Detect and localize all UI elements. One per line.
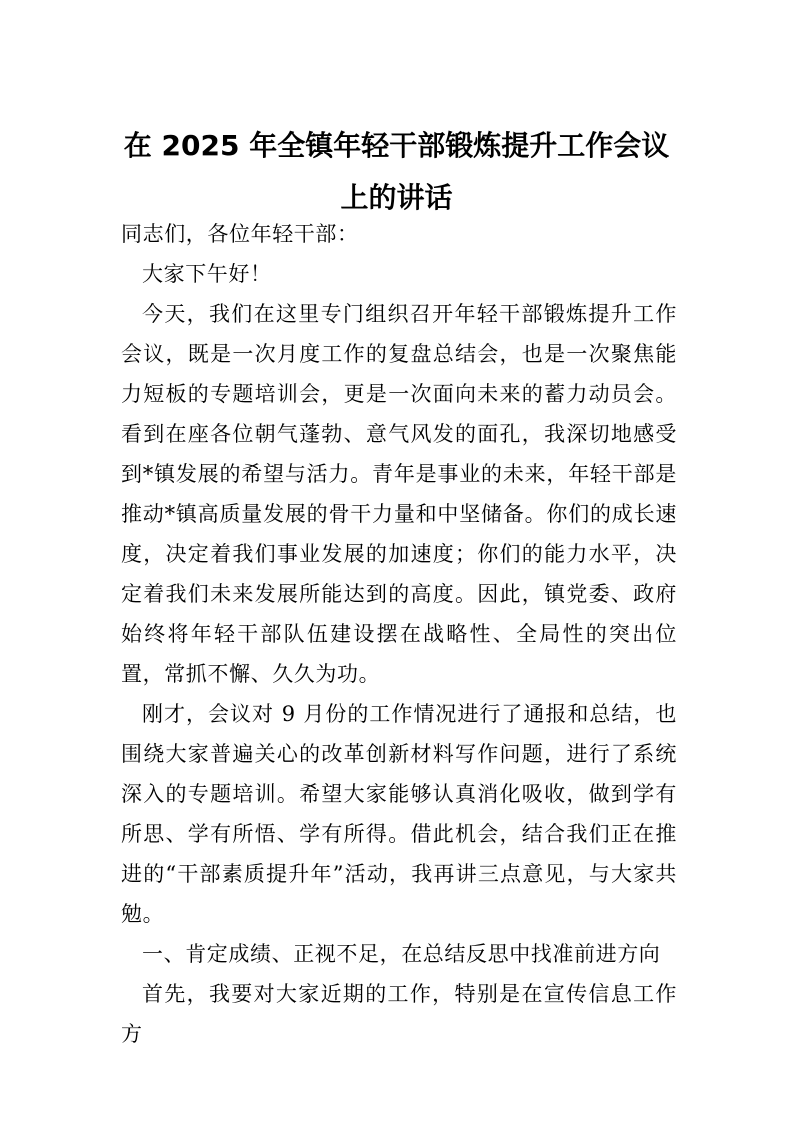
salutation: 同志们，各位年轻干部： [121, 222, 359, 246]
greeting: 大家下午好！ [142, 262, 272, 286]
title-line-1: 在 2025 年全镇年轻干部锻炼提升工作会议 [123, 129, 670, 162]
document-body [121, 214, 677, 1054]
paragraph-summary: 刚才，会议对 9 月份的工作情况进行了通报和总结，也围绕大家普遍关心的改革创新材料写作问题，进行了系统深入的专题培训。希望大家能够认真消化吸收，做到学有所思、学有所悟、学有所得。借此机会，结合我们正在推进的“干部素质提升年”活动，我再讲三点意见，与大家共勉。 [121, 702, 677, 926]
document-title [100, 120, 693, 224]
title-line-2: 上的讲话 [340, 181, 453, 214]
section-heading-1: 一、肯定成绩、正视不足，在总结反思中找准前进方向 [142, 942, 661, 966]
paragraph-opening: 今天，我们在这里专门组织召开年轻干部锻炼提升工作会议，既是一次月度工作的复盘总结会，也是一次聚焦能力短板的专题培训会，更是一次面向未来的蓄力动员会。看到在座各位朝气蓬勃、意气风发的面孔，我深切地感受到*镇发展的希望与活力。青年是事业的未来，年轻干部是推动*镇高质量发展的骨干力量和中坚储备。你们的成长速度，决定着我们事业发展的加速度；你们的能力水平，决定着我们未来发展所能达到的高度。因此，镇党委、政府始终将年轻干部队伍建设摆在战略性、全局性的突出位置，常抓不懈、久久为功。 [121, 302, 677, 686]
paragraph-section-1-start: 首先，我要对大家近期的工作，特别是在宣传信息工作方 [121, 982, 677, 1046]
